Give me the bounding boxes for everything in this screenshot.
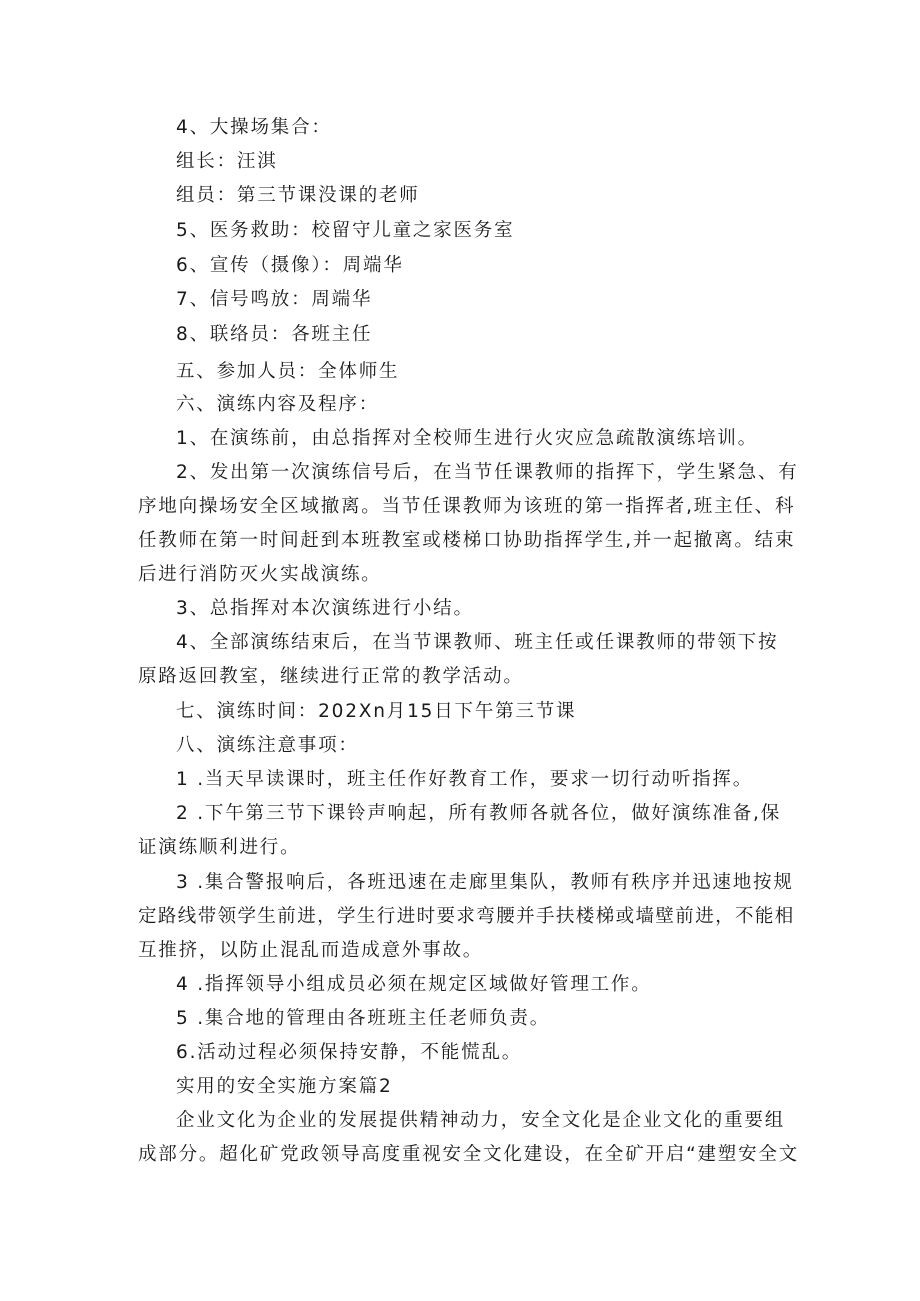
text-line: 4 .指挥领导小组成员必须在规定区域做好管理工作。	[176, 974, 652, 995]
text-line: 组员：第三节课没课的老师	[176, 185, 420, 206]
text-line: 企业文化为企业的发展提供精神动力，安全文化是企业文化的重要组	[176, 1110, 786, 1131]
section-heading: 八、演练注意事项：	[176, 735, 359, 756]
text-line: 5、医务救助：校留守儿童之家医务室	[176, 220, 515, 241]
text-line: 6.活动过程必须保持安静，不能慌乱。	[176, 1042, 523, 1063]
text-line: 4、大操场集合：	[176, 117, 332, 138]
text-line: 6、宣传（摄像）：周端华	[176, 255, 404, 276]
text-line: 后进行消防灭火实战演练。	[138, 564, 382, 585]
text-line: 组长：汪淇	[176, 151, 278, 172]
text-line: 3、总指挥对本次演练进行小结。	[176, 598, 474, 619]
text-line: 定路线带领学生前进，学生行进时要求弯腰并手扶楼梯或墙壁前进，不能相	[138, 906, 795, 927]
section-heading: 七、演练时间：202Xn月15日下午第三节课	[176, 701, 577, 722]
text-line: 1、在演练前，由总指挥对全校师生进行火灾应急疏散演练培训。	[176, 428, 758, 449]
text-line: 7、信号鸣放：周端华	[176, 289, 373, 310]
text-line: 原路返回教室，继续进行正常的教学活动。	[138, 666, 524, 687]
text-line: 成部分。超化矿党政领导高度重视安全文化建设，在全矿开启“建塑安全文	[138, 1144, 799, 1165]
text-line: 4、全部演练结束后，在当节课教师、班主任或任课教师的带领下按	[176, 632, 779, 653]
text-line: 2、发出第一次演练信号后，在当节任课教师的指挥下，学生紧急、有	[176, 462, 799, 483]
section-title: 实用的安全实施方案篇2	[176, 1076, 393, 1097]
text-line: 1 .当天早读课时，班主任作好教育工作，要求一切行动听指挥。	[176, 769, 754, 790]
text-line: 8、联络员：各班主任	[176, 324, 373, 345]
section-heading: 六、演练内容及程序：	[176, 394, 380, 415]
section-heading: 五、参加人员：全体师生	[176, 361, 400, 382]
text-line: 2 .下午第三节下课铃声响起，所有教师各就各位，做好演练准备,保	[176, 803, 782, 824]
text-line: 互推挤，以防止混乱而造成意外事故。	[138, 940, 484, 961]
text-line: 3 .集合警报响后，各班迅速在走廊里集队，教师有秩序并迅速地按规	[176, 872, 794, 893]
text-line: 任教师在第一时间赶到本班教室或楼梯口协助指挥学生,并一起撤离。结束	[138, 530, 796, 551]
text-line: 证演练顺利进行。	[138, 837, 301, 858]
text-line: 序地向操场安全区域撤离。当节任课教师为该班的第一指挥者,班主任、科	[138, 496, 796, 517]
text-line: 5 .集合地的管理由各班班主任老师负责。	[176, 1008, 551, 1029]
